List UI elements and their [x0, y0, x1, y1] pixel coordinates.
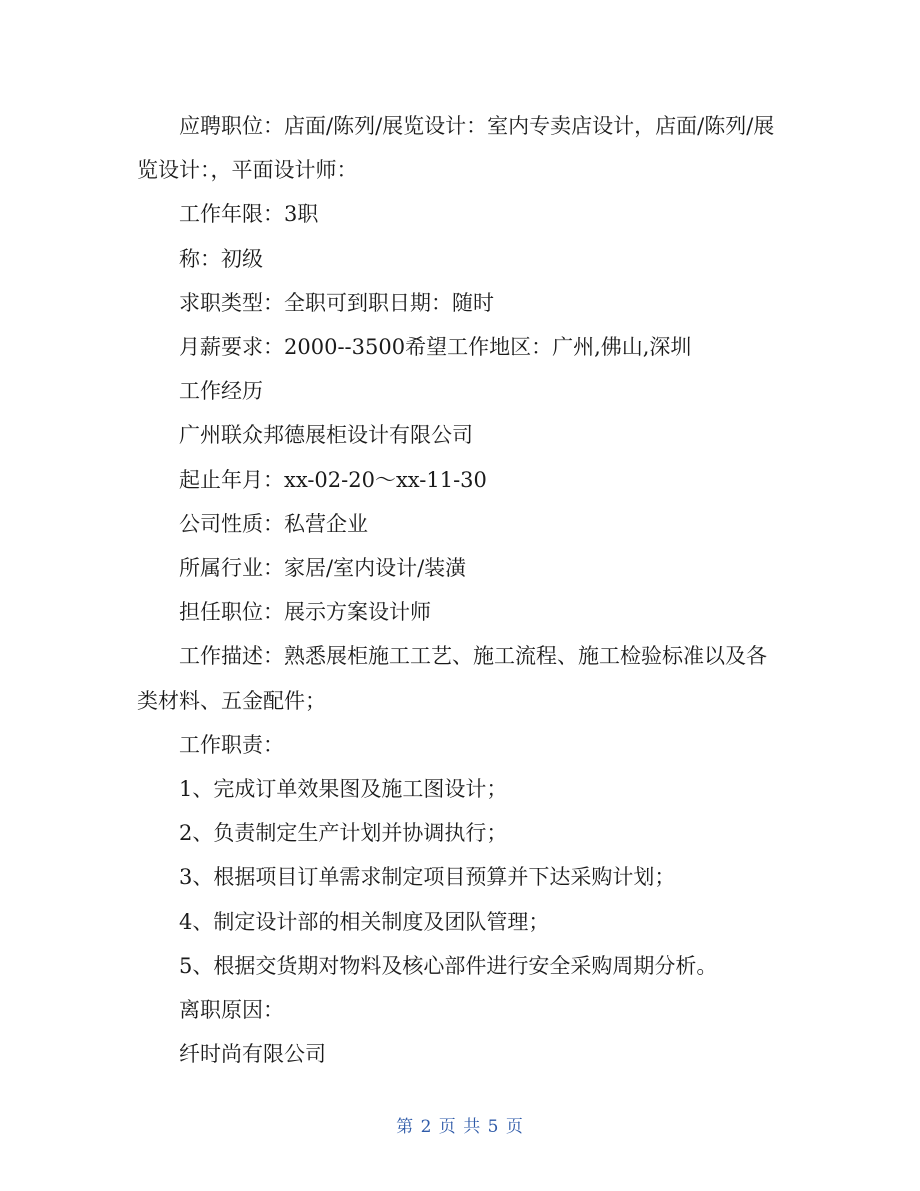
paragraph-description: 工作描述：熟悉展柜施工工艺、施工流程、施工检验标准以及各类材料、五金配件； [137, 644, 767, 713]
list-item: 4、制定设计部的相关制度及团队管理； [179, 909, 550, 934]
paragraph-salary: 月薪要求：2000--3500希望工作地区：广州,佛山,深圳 [179, 335, 692, 360]
document-body [137, 104, 787, 1076]
paragraph-date-range: 起止年月：xx-02-20～xx-11-30 [179, 467, 487, 492]
paragraph-position: 应聘职位：店面/陈列/展览设计：室内专卖店设计，店面/陈列/展览设计：，平面设计师： [137, 114, 775, 183]
paragraph-company-type: 公司性质：私营企业 [179, 511, 368, 536]
paragraph-next-company: 纤时尚有限公司 [179, 1042, 326, 1067]
list-item: 2、负责制定生产计划并协调执行； [179, 821, 508, 846]
paragraph-company-name: 广州联众邦德展柜设计有限公司 [179, 423, 473, 448]
paragraph-job-type: 求职类型：全职可到职日期：随时 [179, 290, 494, 315]
section-heading-work-history: 工作经历 [179, 379, 263, 404]
page-number-footer: 第 2 页 共 5 页 [396, 1117, 524, 1137]
paragraph-duties-heading: 工作职责： [179, 732, 284, 757]
list-item: 5、根据交货期对物料及核心部件进行安全采购周期分析。 [179, 953, 718, 978]
list-item: 3、根据项目订单需求制定项目预算并下达采购计划； [179, 865, 676, 890]
paragraph-leave-reason: 离职原因： [179, 998, 284, 1023]
paragraph-title: 称：初级 [179, 246, 263, 271]
list-item: 1、完成订单效果图及施工图设计； [179, 777, 508, 802]
paragraph-industry: 所属行业：家居/室内设计/装潢 [179, 556, 467, 581]
paragraph-role: 担任职位：展示方案设计师 [179, 600, 431, 625]
paragraph-work-years: 工作年限：3职 [179, 202, 319, 227]
